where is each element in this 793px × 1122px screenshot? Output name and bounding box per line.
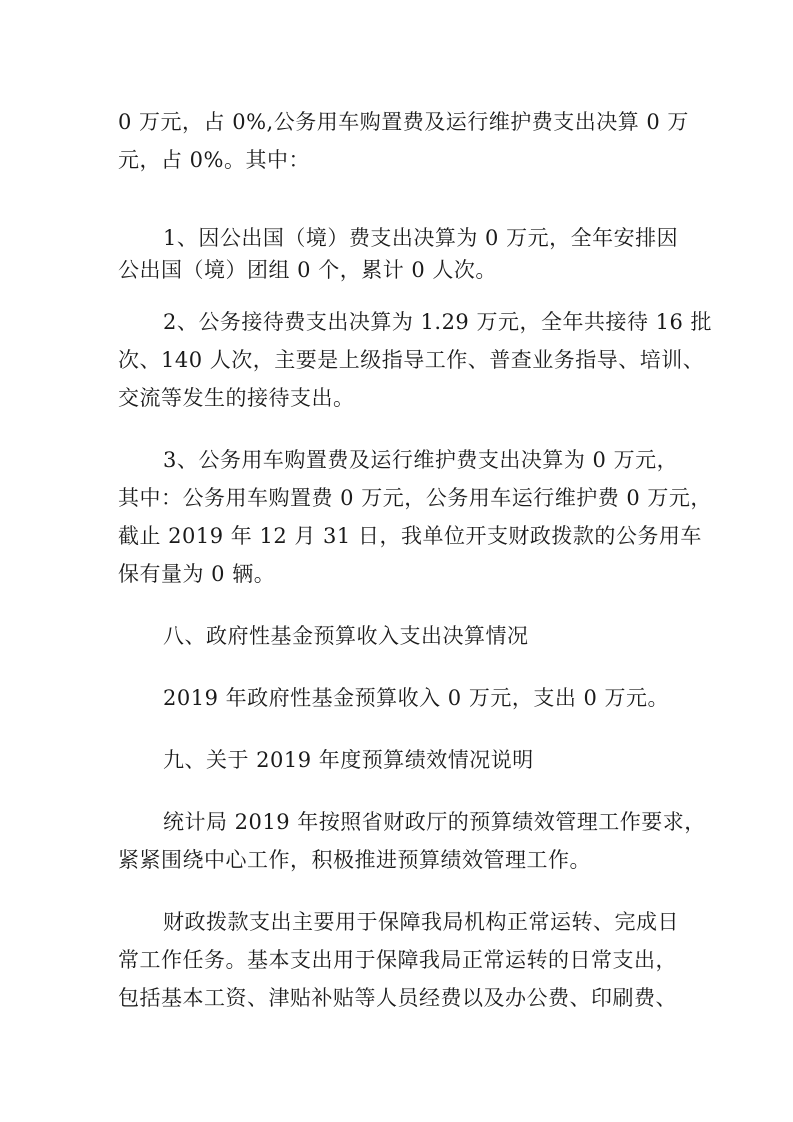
text-line: 截止 2019 年 12 月 31 日，我单位开支财政拨款的公务用车 <box>118 524 702 548</box>
text-line: 保有量为 0 辆。 <box>118 562 276 586</box>
text-line: 紧紧围绕中心工作，积极推进预算绩效管理工作。 <box>118 848 591 872</box>
text-line: 元，占 0%。其中： <box>118 148 310 172</box>
section-heading: 八、政府性基金预算收入支出决算情况 <box>163 624 529 648</box>
text-line: 1、因公出国（境）费支出决算为 0 万元，全年安排因 <box>163 226 679 250</box>
text-line: 财政拨款支出主要用于保障我局机构正常运转、完成日 <box>163 910 679 934</box>
section-heading: 九、关于 2019 年度预算绩效情况说明 <box>163 748 534 772</box>
text-line: 0 万元，占 0%,公务用车购置费及运行维护费支出决算 0 万 <box>118 110 689 134</box>
text-line: 常工作任务。基本支出用于保障我局正常运转的日常支出， <box>118 948 677 972</box>
text-line: 2、公务接待费支出决算为 1.29 万元，全年共接待 16 批 <box>163 310 713 334</box>
text-line: 统计局 2019 年按照省财政厅的预算绩效管理工作要求， <box>163 810 706 834</box>
text-line: 其中：公务用车购置费 0 万元，公务用车运行维护费 0 万元， <box>118 486 712 510</box>
text-line: 交流等发生的接待支出。 <box>118 386 355 410</box>
text-line: 包括基本工资、津贴补贴等人员经费以及办公费、印刷费、 <box>118 986 677 1010</box>
text-line: 次、140 人次，主要是上级指导工作、普查业务指导、培训、 <box>118 348 705 372</box>
text-line: 2019 年政府性基金预算收入 0 万元，支出 0 万元。 <box>163 686 670 710</box>
text-line: 公出国（境）团组 0 个，累计 0 人次。 <box>118 258 497 282</box>
text-line: 3、公务用车购置费及运行维护费支出决算为 0 万元， <box>163 448 679 472</box>
